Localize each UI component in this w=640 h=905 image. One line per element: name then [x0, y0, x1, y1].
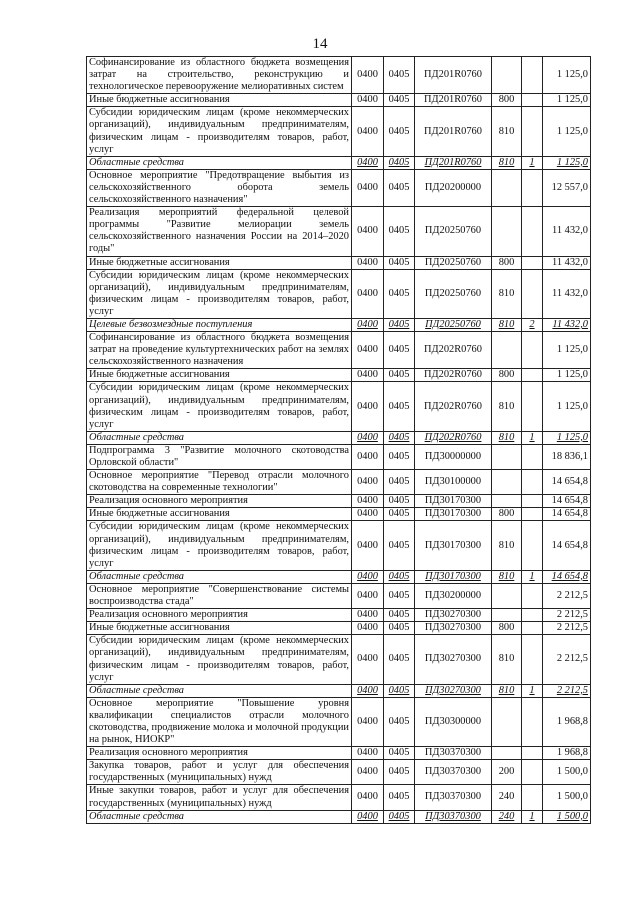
- table-row: [87, 57, 591, 94]
- expense-type-code: 240: [492, 785, 522, 810]
- subsection-code: 0405: [384, 747, 415, 760]
- amount: 1 125,0: [543, 332, 591, 369]
- amount: 1 125,0: [543, 107, 591, 156]
- table-row: [87, 207, 591, 256]
- row-name: Иные бюджетные ассигнования: [87, 508, 352, 521]
- target-article-code: ПД20250760: [415, 256, 492, 269]
- table-row: [87, 107, 591, 156]
- funding-source-code: [522, 622, 543, 635]
- target-article-code: ПД30370300: [415, 760, 492, 785]
- expense-type-code: [492, 332, 522, 369]
- funding-source-code: [522, 495, 543, 508]
- subsection-code: 0405: [384, 369, 415, 382]
- section-code: 0400: [352, 382, 384, 431]
- expense-type-code: 810: [492, 521, 522, 570]
- table-row: [87, 382, 591, 431]
- funding-source-code: 2: [522, 318, 543, 331]
- funding-source-code: [522, 369, 543, 382]
- section-code: 0400: [352, 810, 384, 823]
- target-article-code: ПД20250760: [415, 318, 492, 331]
- section-code: 0400: [352, 635, 384, 684]
- table-row: [87, 256, 591, 269]
- row-name: Областные средства: [87, 570, 352, 583]
- subsection-code: 0405: [384, 697, 415, 746]
- target-article-code: ПД30300000: [415, 697, 492, 746]
- section-code: 0400: [352, 495, 384, 508]
- subsection-code: 0405: [384, 156, 415, 169]
- subsection-code: 0405: [384, 760, 415, 785]
- row-name: Основное мероприятие "Совершенствование системы воспроизводства стада": [87, 583, 352, 608]
- subsection-code: 0405: [384, 169, 415, 206]
- expense-type-code: 240: [492, 810, 522, 823]
- row-name: Областные средства: [87, 684, 352, 697]
- amount: 14 654,8: [543, 570, 591, 583]
- expense-type-code: [492, 57, 522, 94]
- target-article-code: ПД30270300: [415, 622, 492, 635]
- table-row: [87, 747, 591, 760]
- row-name: Иные закупки товаров, работ и услуг для обеспечения государственных (муниципальных) нужд: [87, 785, 352, 810]
- subsection-code: 0405: [384, 521, 415, 570]
- section-code: 0400: [352, 697, 384, 746]
- row-name: Субсидии юридическим лицам (кроме некоммерческих организаций), индивидуальным предпринимателям, физическим лицам - производителям товаров, работ, услуг: [87, 521, 352, 570]
- subsection-code: 0405: [384, 508, 415, 521]
- funding-source-code: [522, 508, 543, 521]
- target-article-code: ПД201R0760: [415, 107, 492, 156]
- funding-source-code: 1: [522, 570, 543, 583]
- amount: 1 500,0: [543, 760, 591, 785]
- table-row: [87, 318, 591, 331]
- funding-source-code: [522, 747, 543, 760]
- section-code: 0400: [352, 622, 384, 635]
- row-name: Субсидии юридическим лицам (кроме некоммерческих организаций), индивидуальным предпринимателям, физическим лицам - производителям товаров, работ, услуг: [87, 269, 352, 318]
- target-article-code: ПД30370300: [415, 785, 492, 810]
- expense-type-code: 800: [492, 622, 522, 635]
- subsection-code: 0405: [384, 431, 415, 444]
- row-name: Реализация мероприятий федеральной целевой программы "Развитие мелиорации земель сельскохозяйственного назначения России на 2014–2020 годы": [87, 207, 352, 256]
- expense-type-code: [492, 747, 522, 760]
- table-row: [87, 495, 591, 508]
- funding-source-code: [522, 470, 543, 495]
- amount: 2 212,5: [543, 684, 591, 697]
- subsection-code: 0405: [384, 269, 415, 318]
- row-name: Закупка товаров, работ и услуг для обеспечения государственных (муниципальных) нужд: [87, 760, 352, 785]
- expense-type-code: 810: [492, 684, 522, 697]
- expense-type-code: [492, 470, 522, 495]
- funding-source-code: [522, 57, 543, 94]
- subsection-code: 0405: [384, 318, 415, 331]
- amount: 2 212,5: [543, 622, 591, 635]
- section-code: 0400: [352, 169, 384, 206]
- target-article-code: ПД30170300: [415, 495, 492, 508]
- subsection-code: 0405: [384, 785, 415, 810]
- section-code: 0400: [352, 444, 384, 469]
- subsection-code: 0405: [384, 444, 415, 469]
- expense-type-code: [492, 609, 522, 622]
- expense-type-code: [492, 207, 522, 256]
- amount: 2 212,5: [543, 635, 591, 684]
- target-article-code: ПД202R0760: [415, 382, 492, 431]
- amount: 14 654,8: [543, 508, 591, 521]
- row-name: Софинансирование из областного бюджета возмещения затрат на проведение культуртехнических работ на землях сельскохозяйственного назначения: [87, 332, 352, 369]
- section-code: 0400: [352, 785, 384, 810]
- subsection-code: 0405: [384, 57, 415, 94]
- section-code: 0400: [352, 747, 384, 760]
- funding-source-code: [522, 94, 543, 107]
- amount: 11 432,0: [543, 318, 591, 331]
- row-name: Иные бюджетные ассигнования: [87, 256, 352, 269]
- subsection-code: 0405: [384, 470, 415, 495]
- amount: 18 836,1: [543, 444, 591, 469]
- expense-type-code: [492, 697, 522, 746]
- table-row: [87, 622, 591, 635]
- target-article-code: ПД30270300: [415, 635, 492, 684]
- target-article-code: ПД201R0760: [415, 94, 492, 107]
- section-code: 0400: [352, 332, 384, 369]
- funding-source-code: [522, 635, 543, 684]
- row-name: Софинансирование из областного бюджета возмещения затрат на строительство, реконструкцию и технологическое перевооружение мелиоративных систем: [87, 57, 352, 94]
- section-code: 0400: [352, 609, 384, 622]
- funding-source-code: [522, 269, 543, 318]
- row-name: Областные средства: [87, 431, 352, 444]
- expense-type-code: 810: [492, 382, 522, 431]
- amount: 2 212,5: [543, 609, 591, 622]
- target-article-code: ПД30270300: [415, 609, 492, 622]
- expense-type-code: 810: [492, 318, 522, 331]
- budget-table: [86, 56, 591, 824]
- table-row: [87, 431, 591, 444]
- target-article-code: ПД30370300: [415, 747, 492, 760]
- amount: 1 500,0: [543, 810, 591, 823]
- target-article-code: ПД202R0760: [415, 369, 492, 382]
- target-article-code: ПД30170300: [415, 521, 492, 570]
- expense-type-code: 800: [492, 94, 522, 107]
- expense-type-code: 810: [492, 269, 522, 318]
- row-name: Иные бюджетные ассигнования: [87, 622, 352, 635]
- section-code: 0400: [352, 431, 384, 444]
- amount: 1 500,0: [543, 785, 591, 810]
- budget-table-body: [87, 57, 591, 824]
- section-code: 0400: [352, 369, 384, 382]
- target-article-code: ПД30100000: [415, 470, 492, 495]
- amount: 1 968,8: [543, 747, 591, 760]
- row-name: Реализация основного мероприятия: [87, 495, 352, 508]
- subsection-code: 0405: [384, 207, 415, 256]
- table-row: [87, 156, 591, 169]
- section-code: 0400: [352, 760, 384, 785]
- subsection-code: 0405: [384, 635, 415, 684]
- row-name: Субсидии юридическим лицам (кроме некоммерческих организаций), индивидуальным предпринимателям, физическим лицам - производителям товаров, работ, услуг: [87, 635, 352, 684]
- expense-type-code: 810: [492, 156, 522, 169]
- row-name: Реализация основного мероприятия: [87, 747, 352, 760]
- section-code: 0400: [352, 521, 384, 570]
- section-code: 0400: [352, 207, 384, 256]
- table-row: [87, 760, 591, 785]
- table-row: [87, 332, 591, 369]
- amount: 1 125,0: [543, 156, 591, 169]
- table-row: [87, 169, 591, 206]
- row-name: Подпрограмма 3 "Развитие молочного скотоводства Орловской области": [87, 444, 352, 469]
- subsection-code: 0405: [384, 622, 415, 635]
- target-article-code: ПД202R0760: [415, 332, 492, 369]
- target-article-code: ПД30270300: [415, 684, 492, 697]
- table-row: [87, 785, 591, 810]
- expense-type-code: 810: [492, 431, 522, 444]
- funding-source-code: [522, 207, 543, 256]
- funding-source-code: [522, 444, 543, 469]
- row-name: Субсидии юридическим лицам (кроме некоммерческих организаций), индивидуальным предпринимателям, физическим лицам - производителям товаров, работ, услуг: [87, 382, 352, 431]
- section-code: 0400: [352, 470, 384, 495]
- funding-source-code: [522, 521, 543, 570]
- subsection-code: 0405: [384, 570, 415, 583]
- subsection-code: 0405: [384, 107, 415, 156]
- expense-type-code: 200: [492, 760, 522, 785]
- funding-source-code: 1: [522, 156, 543, 169]
- expense-type-code: 800: [492, 369, 522, 382]
- funding-source-code: [522, 169, 543, 206]
- section-code: 0400: [352, 318, 384, 331]
- target-article-code: ПД30370300: [415, 810, 492, 823]
- table-row: [87, 470, 591, 495]
- subsection-code: 0405: [384, 256, 415, 269]
- row-name: Иные бюджетные ассигнования: [87, 369, 352, 382]
- row-name: Целевые безвозмездные поступления: [87, 318, 352, 331]
- expense-type-code: [492, 444, 522, 469]
- funding-source-code: [522, 785, 543, 810]
- row-name: Основное мероприятие "Перевод отрасли молочного скотоводства на современные технологии": [87, 470, 352, 495]
- row-name: Областные средства: [87, 810, 352, 823]
- funding-source-code: [522, 107, 543, 156]
- page-number: 14: [312, 36, 328, 52]
- subsection-code: 0405: [384, 94, 415, 107]
- target-article-code: ПД20200000: [415, 169, 492, 206]
- table-row: [87, 94, 591, 107]
- table-row: [87, 697, 591, 746]
- subsection-code: 0405: [384, 332, 415, 369]
- expense-type-code: 810: [492, 570, 522, 583]
- funding-source-code: [522, 583, 543, 608]
- table-row: [87, 444, 591, 469]
- funding-source-code: 1: [522, 431, 543, 444]
- section-code: 0400: [352, 94, 384, 107]
- amount: 1 125,0: [543, 57, 591, 94]
- row-name: Основное мероприятие "Предотвращение выбытия из сельскохозяйственного оборота земель сельскохозяйственного назначения": [87, 169, 352, 206]
- expense-type-code: [492, 169, 522, 206]
- subsection-code: 0405: [384, 382, 415, 431]
- section-code: 0400: [352, 256, 384, 269]
- target-article-code: ПД202R0760: [415, 431, 492, 444]
- amount: 11 432,0: [543, 269, 591, 318]
- amount: 14 654,8: [543, 495, 591, 508]
- table-row: [87, 521, 591, 570]
- target-article-code: ПД30170300: [415, 508, 492, 521]
- target-article-code: ПД30200000: [415, 583, 492, 608]
- amount: 11 432,0: [543, 207, 591, 256]
- section-code: 0400: [352, 508, 384, 521]
- table-row: [87, 570, 591, 583]
- table-row: [87, 684, 591, 697]
- amount: 14 654,8: [543, 470, 591, 495]
- section-code: 0400: [352, 583, 384, 608]
- target-article-code: ПД201R0760: [415, 57, 492, 94]
- target-article-code: ПД30000000: [415, 444, 492, 469]
- subsection-code: 0405: [384, 583, 415, 608]
- section-code: 0400: [352, 57, 384, 94]
- table-row: [87, 609, 591, 622]
- row-name: Областные средства: [87, 156, 352, 169]
- expense-type-code: [492, 583, 522, 608]
- row-name: Основное мероприятие "Повышение уровня квалификации специалистов отрасли молочного скотоводства, продвижение молока и молочной продукции на рынок, НИОКР": [87, 697, 352, 746]
- table-row: [87, 810, 591, 823]
- table-row: [87, 369, 591, 382]
- row-name: Иные бюджетные ассигнования: [87, 94, 352, 107]
- target-article-code: ПД30170300: [415, 570, 492, 583]
- target-article-code: ПД201R0760: [415, 156, 492, 169]
- amount: 1 125,0: [543, 94, 591, 107]
- amount: 14 654,8: [543, 521, 591, 570]
- subsection-code: 0405: [384, 495, 415, 508]
- amount: 2 212,5: [543, 583, 591, 608]
- amount: 1 125,0: [543, 369, 591, 382]
- section-code: 0400: [352, 269, 384, 318]
- subsection-code: 0405: [384, 609, 415, 622]
- funding-source-code: [522, 609, 543, 622]
- expense-type-code: 800: [492, 508, 522, 521]
- section-code: 0400: [352, 684, 384, 697]
- section-code: 0400: [352, 107, 384, 156]
- amount: 12 557,0: [543, 169, 591, 206]
- target-article-code: ПД20250760: [415, 207, 492, 256]
- expense-type-code: [492, 495, 522, 508]
- funding-source-code: [522, 382, 543, 431]
- row-name: Субсидии юридическим лицам (кроме некоммерческих организаций), индивидуальным предпринимателям, физическим лицам - производителям товаров, работ, услуг: [87, 107, 352, 156]
- funding-source-code: [522, 760, 543, 785]
- section-code: 0400: [352, 570, 384, 583]
- target-article-code: ПД20250760: [415, 269, 492, 318]
- expense-type-code: 810: [492, 635, 522, 684]
- table-row: [87, 583, 591, 608]
- expense-type-code: 800: [492, 256, 522, 269]
- funding-source-code: 1: [522, 810, 543, 823]
- expense-type-code: 810: [492, 107, 522, 156]
- row-name: Реализация основного мероприятия: [87, 609, 352, 622]
- funding-source-code: 1: [522, 684, 543, 697]
- amount: 11 432,0: [543, 256, 591, 269]
- funding-source-code: [522, 256, 543, 269]
- amount: 1 968,8: [543, 697, 591, 746]
- subsection-code: 0405: [384, 684, 415, 697]
- table-row: [87, 269, 591, 318]
- table-row: [87, 635, 591, 684]
- amount: 1 125,0: [543, 431, 591, 444]
- section-code: 0400: [352, 156, 384, 169]
- table-row: [87, 508, 591, 521]
- funding-source-code: [522, 332, 543, 369]
- subsection-code: 0405: [384, 810, 415, 823]
- amount: 1 125,0: [543, 382, 591, 431]
- funding-source-code: [522, 697, 543, 746]
